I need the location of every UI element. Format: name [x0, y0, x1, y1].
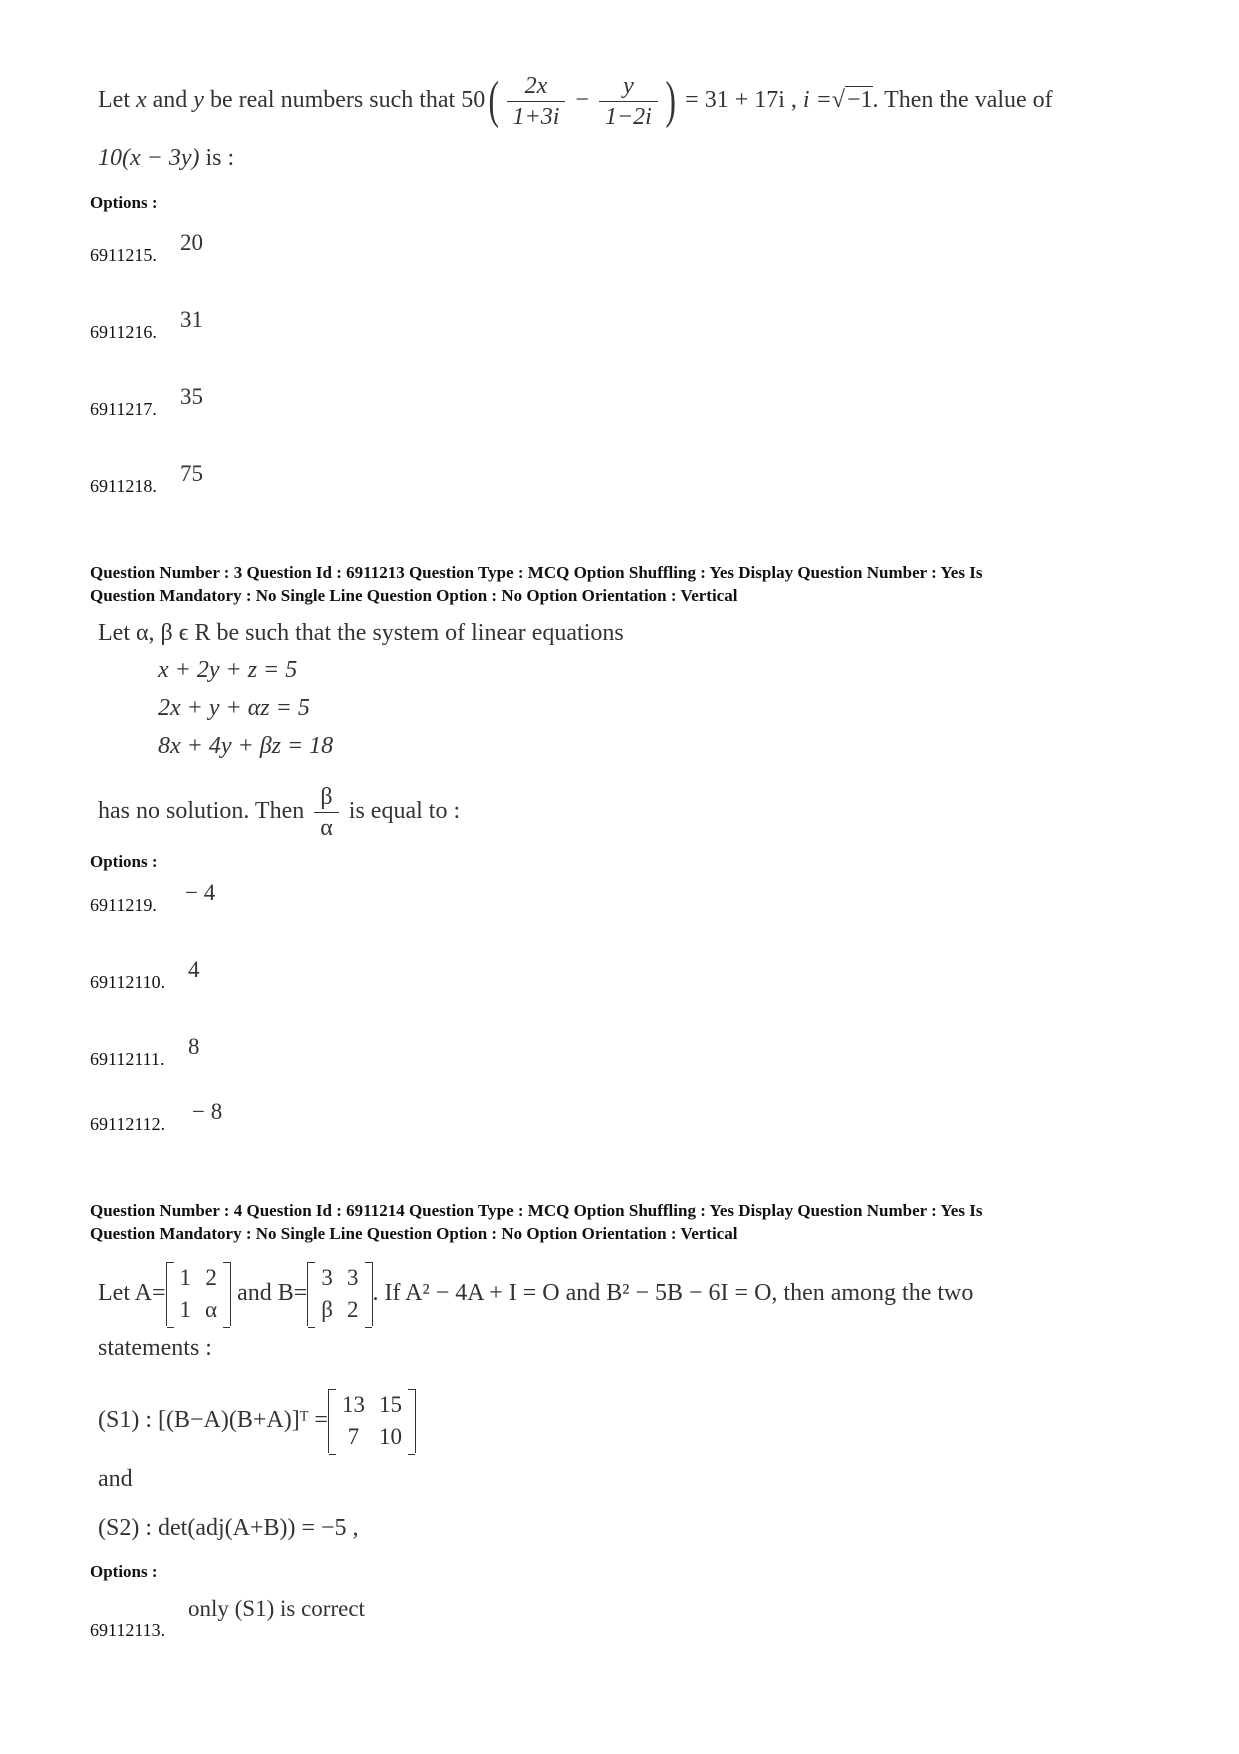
q2-stem-line2: 10(x − 3y) is : — [98, 145, 235, 171]
q4-statement-s2: (S2) : det(adj(A+B)) = −5 , — [98, 1515, 359, 1541]
q2-option-value[interactable]: 75 — [180, 461, 203, 486]
q2-fraction-2: $\frac{y}{1-2i}$ — [599, 71, 658, 132]
q4-option-id: 69112113. — [90, 1620, 166, 1640]
q4-stem: Let A= 1 2 1 α and B= 3 3 β 2 . If A² − 4A + I = O and B² − 5B − 6I = O, then among the two — [98, 1257, 973, 1329]
q2-fraction-1: $\frac{2x}{1+3i}$ — [507, 71, 566, 132]
q4-option-value[interactable]: only (S1) is correct — [188, 1596, 365, 1621]
q3-equation-3: 8x + 4y + βz = 18 — [158, 733, 334, 759]
q2-option-value[interactable]: 31 — [180, 307, 203, 332]
q3-options-label: Options : — [90, 852, 158, 871]
q3-option-id: 6911219. — [90, 895, 157, 915]
matrix-b: 3 3 β 2 — [307, 1262, 372, 1326]
q3-equation-2: 2x + y + αz = 5 — [158, 695, 310, 721]
q2-option-id: 6911216. — [90, 322, 157, 342]
q3-option-id: 69112112. — [90, 1114, 166, 1134]
q4-meta: Question Number : 4 Question Id : 6911214 Question Type : MCQ Option Shuffling : Yes Display Question Number : Yes Is Question Mandatory : No Single Line Question Option : No Option Orientation : Vertical — [90, 1201, 983, 1243]
q2-coefficient: 50 — [461, 87, 486, 113]
q3-option-value[interactable]: − 8 — [192, 1099, 223, 1124]
q2-stem-line1: Let x and y be real numbers such that 50( $\frac{2x}{1+3i}$ − $\frac{y}{1-2i}$ ) = 31 + 17i , i =√−1. Then the value of — [98, 72, 1053, 130]
matrix-a: 1 2 1 α — [166, 1262, 232, 1326]
q3-fraction: $\frac{\beta}{\alpha}$ — [314, 782, 339, 843]
q4-statement-s1: (S1) : [(B−A)(B+A)]ᵀ = 13 15 7 10 — [98, 1384, 416, 1456]
matrix-s1: 13 15 7 10 — [328, 1389, 416, 1453]
q2-options-label: Options : — [90, 193, 158, 212]
q3-option-value[interactable]: − 4 — [185, 880, 216, 905]
q3-meta: Question Number : 3 Question Id : 6911213 Question Type : MCQ Option Shuffling : Yes Display Question Number : Yes Is Question Mandatory : No Single Line Question Option : No Option Orientation : Vertical — [90, 563, 983, 605]
q2-option-id: 6911217. — [90, 399, 157, 419]
q3-option-value[interactable]: 4 — [188, 957, 200, 982]
q3-option-id: 69112111. — [90, 1049, 165, 1069]
q3-option-value[interactable]: 8 — [188, 1034, 200, 1059]
q4-and: and — [98, 1466, 133, 1492]
q2-option-value[interactable]: 35 — [180, 384, 203, 409]
q3-equation-1: x + 2y + z = 5 — [158, 657, 298, 683]
q2-option-id: 6911215. — [90, 245, 157, 265]
q3-stem-2: has no solution. Then $\frac{\beta}{\alpha}$ is equal to : — [98, 783, 461, 841]
q4-options-label: Options : — [90, 1562, 158, 1581]
q2-option-id: 6911218. — [90, 476, 157, 496]
q4-statements-label: statements : — [98, 1335, 212, 1361]
q3-stem: Let α, β ϵ R be such that the system of linear equations — [98, 620, 624, 646]
q2-option-value[interactable]: 20 — [180, 230, 203, 255]
q3-option-id: 69112110. — [90, 972, 166, 992]
